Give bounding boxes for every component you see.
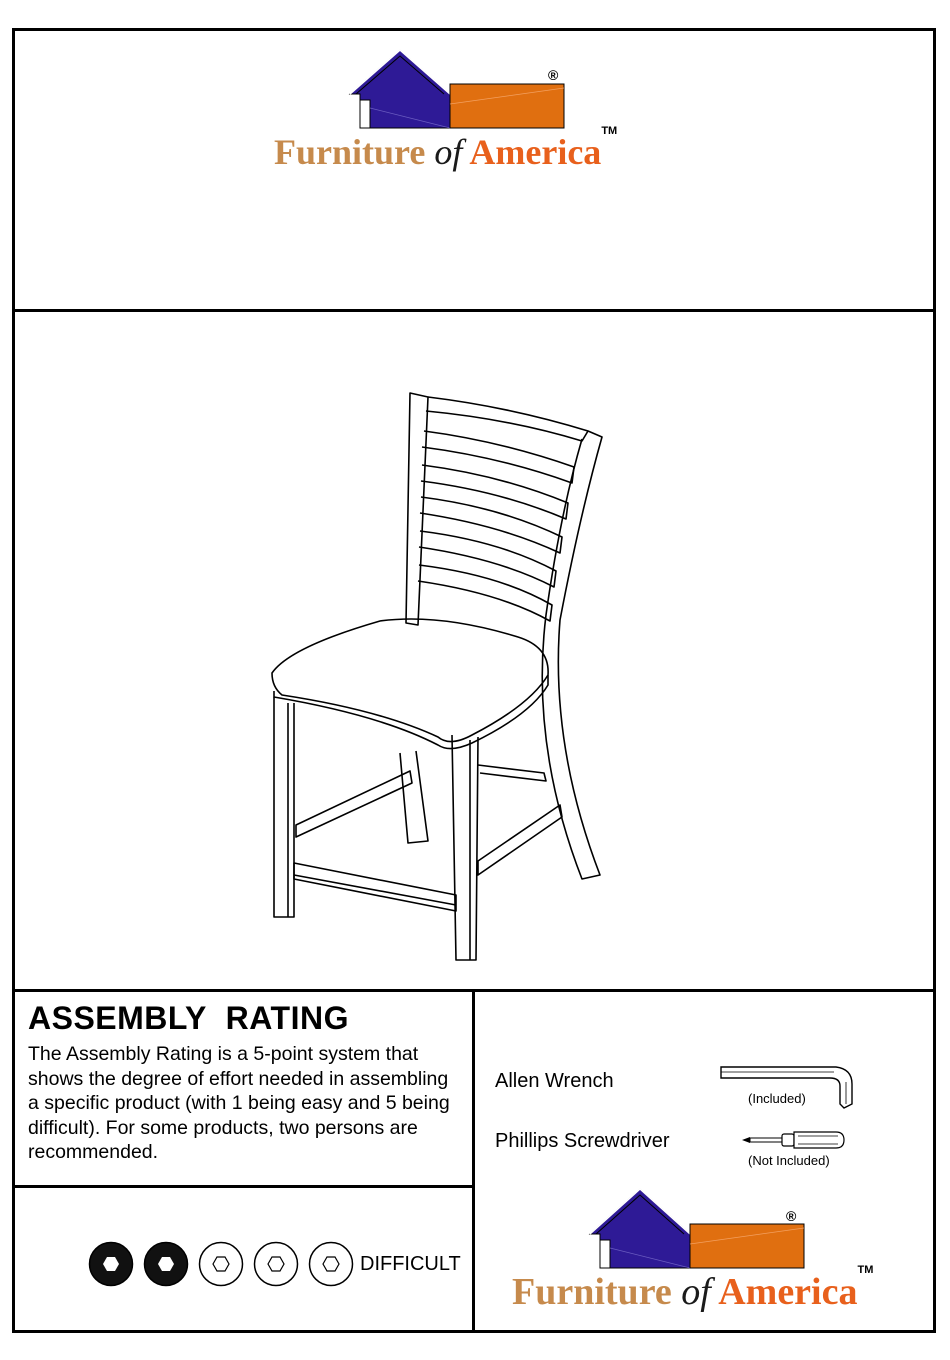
tool-note-phillips-screwdriver: (Not Included) (748, 1153, 830, 1168)
brand-word-america: America (469, 132, 602, 172)
tool-label-phillips-screwdriver: Phillips Screwdriver (495, 1130, 670, 1152)
registered-mark: ® (548, 67, 559, 83)
orange-box-icon (450, 84, 564, 128)
brand-word-of-bottom: of (681, 1271, 711, 1313)
rating-scale (88, 1241, 461, 1287)
brand-wordmark-top (274, 125, 618, 173)
rating-dot-empty-5 (308, 1241, 354, 1287)
brand-logo-bottom (586, 1186, 806, 1270)
brand-word-furniture: Furniture (274, 132, 426, 172)
assembly-rating-description: The Assembly Rating is a 5-point system that shows the degree of effort needed in assembling a specific product (with 1 being easy and 5 being difficult). For some products, two persons are recommended. (28, 1043, 450, 1164)
registered-mark-bottom: ® (786, 1208, 797, 1224)
rating-label: DIFFICULT (360, 1252, 461, 1275)
orange-box-icon (690, 1224, 804, 1268)
assembly-rating-title: ASSEMBLY RATING (28, 1000, 349, 1036)
brand-word-america-bottom: America (718, 1271, 858, 1313)
house-roof-icon (350, 50, 450, 128)
tool-note-allen-wrench: (Included) (748, 1091, 806, 1106)
chair-drawing (260, 385, 620, 975)
brand-wordmark-bottom (512, 1264, 874, 1314)
rating-dot-empty-4 (253, 1241, 299, 1287)
house-roof-icon (590, 1189, 690, 1268)
screwdriver-icon (740, 1128, 850, 1152)
rating-dot-empty-3 (198, 1241, 244, 1287)
brand-logo-top (346, 48, 566, 130)
brand-word-of: of (434, 132, 463, 172)
trademark-mark: TM (601, 125, 618, 137)
bottom-vertical-divider (472, 989, 475, 1333)
tool-label-allen-wrench: Allen Wrench (495, 1070, 614, 1092)
rating-dot-filled-2 (143, 1241, 189, 1287)
trademark-mark-bottom: TM (857, 1264, 874, 1276)
brand-word-furniture-bottom: Furniture (512, 1271, 672, 1313)
rating-divider (12, 1185, 474, 1188)
rating-dot-filled-1 (88, 1241, 134, 1287)
header-divider (12, 309, 936, 312)
